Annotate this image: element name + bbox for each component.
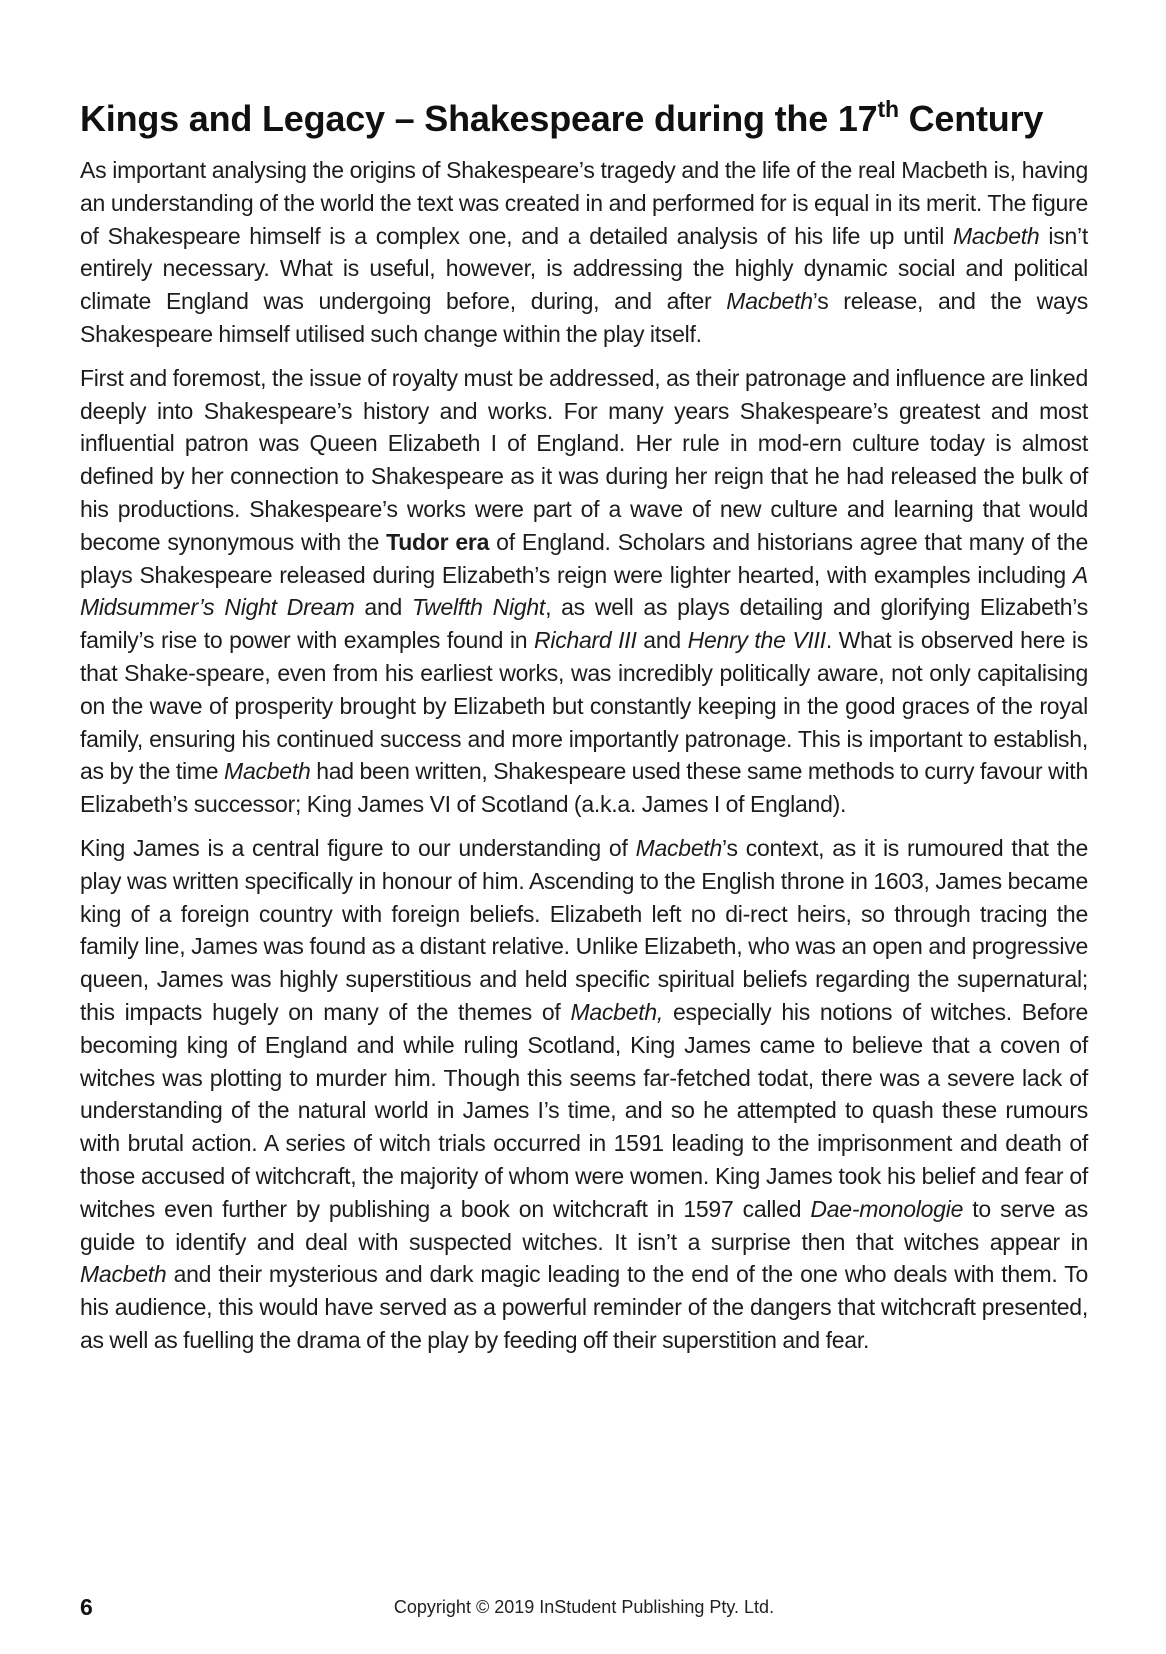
italic-text: Macbeth,: [570, 998, 664, 1025]
text-run: ’s context, as it is rumoured that the play was written specifically in honour of him. Ascending to the English throne in 1603, James became king of a foreign country with foreign beliefs. Elizabeth left no di-rect heirs, so through tracing the family line, James was found as a distant relative. Unlike Elizabeth, who was an open and progressive queen, James was highly superstitious and held specific spiritual beliefs regarding the supernatural; this impacts hugely on many of the themes of: [80, 834, 1088, 1025]
text-run: had been written, Shakespeare used these same methods to curry favour with Elizabeth’s successor; King James VI of Scotland (a.k.a. James I of England).: [80, 758, 1088, 818]
paragraph: [80, 832, 1088, 1357]
text-run: of England. Scholars and historians agree that many of the plays Shakespeare released during Elizabeth’s reign were lighter hearted, with examples including: [80, 528, 1088, 588]
copyright-notice: Copyright © 2019 InStudent Publishing Pty. Ltd.: [393, 1597, 775, 1617]
text-run: and: [636, 627, 688, 654]
italic-text: Macbeth: [224, 758, 311, 785]
text-run: to serve as guide to identify and deal with suspected witches. It isn’t a surprise then that witches appear in: [80, 1195, 1088, 1255]
text-run: especially his notions of witches. Before becoming king of England and while ruling Scotland, King James came to believe that a coven of witches was plotting to murder him. Though this seems far-fetched todat, there was a severe lack of understanding of the natural world in James I’s time, and so he attempted to quash these rumours with brutal action. A series of witch trials occurred in 1591 leading to the imprisonment and death of those accused of witchcraft, the majority of whom were women. King James took his belief and fear of witches even further by publishing a book on witchcraft in 1597 called: [80, 998, 1088, 1222]
text-run: , as well as plays detailing and glorifying Elizabeth’s family’s rise to power with examples found in: [80, 594, 1088, 654]
italic-text: Dae-monologie: [810, 1195, 964, 1222]
title-main: Kings and Legacy – Shakespeare during the 17: [80, 98, 878, 139]
text-run: and their mysterious and dark magic leading to the end of the one who deals with them. To his audience, this would have served as a powerful reminder of the dangers that witchcraft presented, as well as fuelling the drama of the play by feeding off their superstition and fear.: [80, 1261, 1088, 1353]
body-text: [80, 154, 1088, 1368]
italic-text: Macbeth: [80, 1261, 167, 1288]
italic-text: A Midsummer’s Night Dream: [80, 561, 1088, 621]
italic-text: Macbeth: [726, 288, 813, 315]
title-tail: Century: [898, 98, 1044, 139]
text-run: ’s release, and the ways Shakespeare himself utilised such change within the play itself.: [80, 288, 1088, 347]
italic-text: Richard III: [533, 627, 637, 654]
bold-text: Tudor era: [386, 528, 490, 555]
text-run: isn’t entirely necessary. What is useful, however, is addressing the highly dynamic social and political climate England was undergoing before, during, and after: [80, 222, 1088, 315]
italic-text: Henry the VIII: [687, 627, 826, 654]
text-run: First and foremost, the issue of royalty must be addressed, as their patronage and influence are linked deeply into Shakespeare’s history and works. For many years Shakespeare’s greatest and most influential patron was Queen Elizabeth I of England. Her rule in mod-ern culture today is almost defined by her connection to Shakespeare as it was during her reign that he had released the bulk of his productions. Shakespeare’s works were part of a wave of new culture and learning that would become synonymous with the: [80, 364, 1088, 555]
page-title: [80, 95, 1044, 140]
text-run: and: [354, 594, 412, 621]
paragraph: [80, 154, 1088, 351]
title-superscript: th: [877, 95, 899, 122]
italic-text: Macbeth: [635, 834, 723, 861]
italic-text: Macbeth: [952, 222, 1040, 249]
text-run: King James is a central figure to our understanding of: [80, 834, 636, 861]
italic-text: Twelfth Night: [412, 594, 546, 621]
page-footer: [80, 1594, 1088, 1624]
text-run: . What is observed here is that Shake-speare, even from his earliest works, was incredibly politically aware, not only capitalising on the wave of prosperity brought by Elizabeth but constantly keeping in the good graces of the royal family, ensuring his continued success and more importantly patronage. This is important to establish, as by the time: [80, 627, 1088, 785]
page-number: 6: [80, 1594, 93, 1620]
text-run: As important analysing the origins of Shakespeare’s tragedy and the life of the real Macbeth is, having an understanding of the world the text was created in and performed for is equal in its merit. The figure of Shakespeare himself is a complex one, and a detailed analysis of his life up until: [80, 157, 1088, 249]
paragraph: [80, 362, 1088, 821]
